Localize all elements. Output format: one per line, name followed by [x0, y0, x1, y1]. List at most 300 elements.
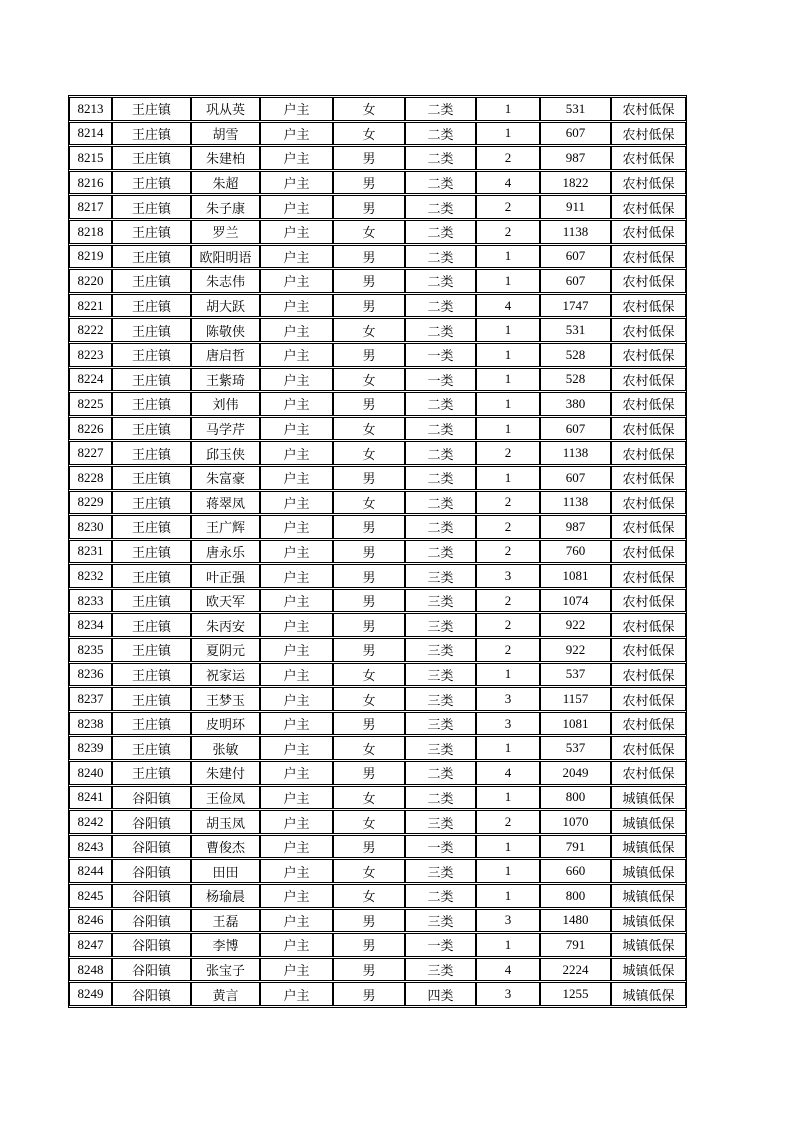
cell-name: 黄言 [191, 982, 260, 1006]
table-row [69, 122, 686, 146]
cell-gender: 女 [333, 736, 405, 760]
cell-name: 唐启哲 [191, 343, 260, 367]
cell-name: 胡玉凤 [191, 810, 260, 834]
cell-town: 谷阳镇 [112, 884, 191, 908]
cell-amount: 800 [540, 786, 611, 810]
cell-gender: 女 [333, 417, 405, 441]
cell-amount: 380 [540, 392, 611, 416]
cell-type: 农村低保 [611, 564, 686, 588]
cell-name: 皮明环 [191, 712, 260, 736]
cell-category: 三类 [405, 909, 476, 933]
cell-gender: 男 [333, 171, 405, 195]
cell-town: 王庄镇 [112, 343, 191, 367]
cell-amount: 1822 [540, 171, 611, 195]
cell-category: 二类 [405, 392, 476, 416]
cell-type: 农村低保 [611, 663, 686, 687]
cell-type: 农村低保 [611, 515, 686, 539]
cell-id: 8236 [69, 663, 112, 687]
cell-name: 朱富豪 [191, 466, 260, 490]
cell-count: 2 [476, 515, 540, 539]
cell-gender: 男 [333, 982, 405, 1006]
cell-name: 陈敬侠 [191, 318, 260, 342]
cell-town: 谷阳镇 [112, 933, 191, 957]
cell-count: 1 [476, 884, 540, 908]
cell-category: 二类 [405, 171, 476, 195]
table-row [69, 97, 686, 121]
table-row [69, 466, 686, 490]
cell-name: 欧阳明语 [191, 245, 260, 269]
cell-type: 农村低保 [611, 712, 686, 736]
cell-name: 叶正强 [191, 564, 260, 588]
cell-gender: 男 [333, 540, 405, 564]
cell-category: 三类 [405, 859, 476, 883]
cell-category: 二类 [405, 786, 476, 810]
cell-name: 马学芹 [191, 417, 260, 441]
cell-id: 8245 [69, 884, 112, 908]
table-row [69, 294, 686, 318]
cell-name: 王磊 [191, 909, 260, 933]
cell-category: 二类 [405, 146, 476, 170]
cell-town: 王庄镇 [112, 245, 191, 269]
cell-id: 8230 [69, 515, 112, 539]
table-row [69, 786, 686, 810]
cell-relation: 户主 [260, 171, 333, 195]
cell-type: 农村低保 [611, 122, 686, 146]
cell-category: 二类 [405, 122, 476, 146]
cell-amount: 528 [540, 368, 611, 392]
cell-name: 朱超 [191, 171, 260, 195]
welfare-roster-table [68, 95, 687, 1008]
cell-town: 王庄镇 [112, 441, 191, 465]
cell-name: 李博 [191, 933, 260, 957]
cell-town: 王庄镇 [112, 736, 191, 760]
cell-town: 王庄镇 [112, 171, 191, 195]
cell-gender: 男 [333, 564, 405, 588]
cell-relation: 户主 [260, 909, 333, 933]
table-row [69, 146, 686, 170]
cell-amount: 760 [540, 540, 611, 564]
cell-id: 8218 [69, 220, 112, 244]
cell-relation: 户主 [260, 687, 333, 711]
cell-count: 3 [476, 687, 540, 711]
cell-town: 王庄镇 [112, 638, 191, 662]
cell-relation: 户主 [260, 982, 333, 1006]
cell-count: 4 [476, 294, 540, 318]
cell-count: 3 [476, 909, 540, 933]
table-row [69, 613, 686, 637]
cell-type: 农村低保 [611, 638, 686, 662]
cell-name: 杨瑜晨 [191, 884, 260, 908]
cell-gender: 男 [333, 466, 405, 490]
cell-id: 8235 [69, 638, 112, 662]
cell-count: 1 [476, 269, 540, 293]
cell-id: 8241 [69, 786, 112, 810]
cell-relation: 户主 [260, 638, 333, 662]
cell-gender: 女 [333, 220, 405, 244]
table-row [69, 687, 686, 711]
cell-id: 8219 [69, 245, 112, 269]
cell-gender: 男 [333, 269, 405, 293]
cell-town: 王庄镇 [112, 540, 191, 564]
cell-count: 1 [476, 245, 540, 269]
cell-count: 2 [476, 613, 540, 637]
cell-id: 8229 [69, 491, 112, 515]
cell-amount: 607 [540, 269, 611, 293]
cell-category: 三类 [405, 736, 476, 760]
cell-id: 8214 [69, 122, 112, 146]
cell-name: 罗兰 [191, 220, 260, 244]
cell-count: 4 [476, 171, 540, 195]
cell-category: 二类 [405, 491, 476, 515]
table-row [69, 515, 686, 539]
cell-town: 谷阳镇 [112, 835, 191, 859]
cell-relation: 户主 [260, 663, 333, 687]
cell-amount: 1138 [540, 441, 611, 465]
cell-category: 二类 [405, 884, 476, 908]
table-row [69, 982, 686, 1006]
cell-relation: 户主 [260, 761, 333, 785]
cell-gender: 男 [333, 613, 405, 637]
cell-relation: 户主 [260, 466, 333, 490]
cell-category: 三类 [405, 589, 476, 613]
cell-id: 8246 [69, 909, 112, 933]
cell-town: 王庄镇 [112, 146, 191, 170]
cell-id: 8215 [69, 146, 112, 170]
cell-id: 8217 [69, 195, 112, 219]
cell-id: 8248 [69, 958, 112, 982]
cell-gender: 女 [333, 122, 405, 146]
cell-count: 4 [476, 761, 540, 785]
cell-name: 田田 [191, 859, 260, 883]
cell-category: 三类 [405, 712, 476, 736]
cell-relation: 户主 [260, 441, 333, 465]
cell-type: 城镇低保 [611, 982, 686, 1006]
cell-relation: 户主 [260, 810, 333, 834]
cell-type: 城镇低保 [611, 810, 686, 834]
cell-count: 2 [476, 195, 540, 219]
cell-category: 三类 [405, 613, 476, 637]
cell-amount: 1081 [540, 712, 611, 736]
cell-id: 8226 [69, 417, 112, 441]
cell-name: 张宝子 [191, 958, 260, 982]
cell-amount: 607 [540, 417, 611, 441]
cell-town: 谷阳镇 [112, 859, 191, 883]
cell-name: 张敏 [191, 736, 260, 760]
table-row [69, 368, 686, 392]
cell-category: 三类 [405, 638, 476, 662]
cell-category: 三类 [405, 663, 476, 687]
cell-id: 8233 [69, 589, 112, 613]
cell-gender: 女 [333, 491, 405, 515]
cell-town: 王庄镇 [112, 761, 191, 785]
cell-id: 8224 [69, 368, 112, 392]
cell-category: 二类 [405, 318, 476, 342]
cell-relation: 户主 [260, 245, 333, 269]
cell-type: 农村低保 [611, 392, 686, 416]
cell-gender: 男 [333, 589, 405, 613]
cell-relation: 户主 [260, 122, 333, 146]
cell-name: 王俭凤 [191, 786, 260, 810]
cell-amount: 1255 [540, 982, 611, 1006]
cell-type: 农村低保 [611, 736, 686, 760]
cell-count: 1 [476, 417, 540, 441]
cell-amount: 607 [540, 245, 611, 269]
cell-amount: 537 [540, 663, 611, 687]
cell-id: 8247 [69, 933, 112, 957]
table-row [69, 589, 686, 613]
cell-name: 欧天军 [191, 589, 260, 613]
cell-gender: 女 [333, 786, 405, 810]
cell-count: 1 [476, 736, 540, 760]
cell-relation: 户主 [260, 269, 333, 293]
cell-gender: 男 [333, 909, 405, 933]
cell-category: 三类 [405, 958, 476, 982]
cell-id: 8227 [69, 441, 112, 465]
cell-type: 农村低保 [611, 613, 686, 637]
cell-count: 1 [476, 97, 540, 121]
cell-gender: 男 [333, 761, 405, 785]
table-row [69, 245, 686, 269]
cell-category: 二类 [405, 195, 476, 219]
cell-type: 城镇低保 [611, 933, 686, 957]
cell-name: 曹俊杰 [191, 835, 260, 859]
cell-type: 城镇低保 [611, 909, 686, 933]
cell-type: 农村低保 [611, 220, 686, 244]
table-row [69, 195, 686, 219]
table-row [69, 491, 686, 515]
cell-town: 王庄镇 [112, 195, 191, 219]
cell-name: 胡大跃 [191, 294, 260, 318]
cell-town: 谷阳镇 [112, 958, 191, 982]
table-row [69, 392, 686, 416]
cell-town: 王庄镇 [112, 515, 191, 539]
cell-category: 一类 [405, 343, 476, 367]
cell-id: 8231 [69, 540, 112, 564]
cell-relation: 户主 [260, 712, 333, 736]
cell-name: 朱子康 [191, 195, 260, 219]
cell-relation: 户主 [260, 220, 333, 244]
cell-category: 三类 [405, 687, 476, 711]
cell-category: 四类 [405, 982, 476, 1006]
cell-id: 8228 [69, 466, 112, 490]
cell-id: 8242 [69, 810, 112, 834]
cell-id: 8240 [69, 761, 112, 785]
table-row [69, 564, 686, 588]
cell-type: 农村低保 [611, 687, 686, 711]
cell-amount: 2224 [540, 958, 611, 982]
cell-gender: 女 [333, 97, 405, 121]
cell-town: 谷阳镇 [112, 786, 191, 810]
cell-relation: 户主 [260, 736, 333, 760]
cell-category: 二类 [405, 220, 476, 244]
cell-town: 王庄镇 [112, 491, 191, 515]
cell-relation: 户主 [260, 318, 333, 342]
cell-type: 农村低保 [611, 146, 686, 170]
cell-name: 夏阴元 [191, 638, 260, 662]
cell-type: 农村低保 [611, 417, 686, 441]
cell-relation: 户主 [260, 540, 333, 564]
cell-name: 邱玉侠 [191, 441, 260, 465]
cell-type: 农村低保 [611, 171, 686, 195]
cell-name: 王梦玉 [191, 687, 260, 711]
cell-gender: 女 [333, 368, 405, 392]
table-row [69, 933, 686, 957]
cell-town: 王庄镇 [112, 368, 191, 392]
cell-amount: 1081 [540, 564, 611, 588]
cell-id: 8232 [69, 564, 112, 588]
cell-type: 农村低保 [611, 540, 686, 564]
cell-town: 王庄镇 [112, 122, 191, 146]
cell-type: 农村低保 [611, 195, 686, 219]
cell-town: 王庄镇 [112, 220, 191, 244]
cell-gender: 男 [333, 835, 405, 859]
cell-town: 王庄镇 [112, 294, 191, 318]
table-row [69, 220, 686, 244]
cell-category: 二类 [405, 761, 476, 785]
cell-count: 2 [476, 638, 540, 662]
cell-amount: 537 [540, 736, 611, 760]
cell-id: 8223 [69, 343, 112, 367]
cell-category: 二类 [405, 269, 476, 293]
table-row [69, 663, 686, 687]
cell-amount: 987 [540, 515, 611, 539]
cell-category: 二类 [405, 97, 476, 121]
cell-name: 王广辉 [191, 515, 260, 539]
cell-id: 8237 [69, 687, 112, 711]
cell-relation: 户主 [260, 884, 333, 908]
cell-name: 唐永乐 [191, 540, 260, 564]
cell-count: 1 [476, 368, 540, 392]
cell-name: 胡雪 [191, 122, 260, 146]
cell-gender: 男 [333, 245, 405, 269]
cell-town: 王庄镇 [112, 613, 191, 637]
cell-category: 三类 [405, 564, 476, 588]
cell-id: 8222 [69, 318, 112, 342]
cell-count: 2 [476, 146, 540, 170]
cell-id: 8244 [69, 859, 112, 883]
table-row [69, 835, 686, 859]
cell-relation: 户主 [260, 589, 333, 613]
roster-body [69, 97, 686, 1006]
cell-relation: 户主 [260, 294, 333, 318]
cell-amount: 531 [540, 318, 611, 342]
cell-type: 农村低保 [611, 97, 686, 121]
cell-type: 农村低保 [611, 368, 686, 392]
cell-name: 朱建付 [191, 761, 260, 785]
table-row [69, 761, 686, 785]
cell-gender: 女 [333, 441, 405, 465]
cell-count: 4 [476, 958, 540, 982]
cell-category: 二类 [405, 515, 476, 539]
cell-category: 一类 [405, 835, 476, 859]
cell-type: 农村低保 [611, 466, 686, 490]
cell-name: 祝家运 [191, 663, 260, 687]
cell-count: 2 [476, 441, 540, 465]
cell-type: 农村低保 [611, 589, 686, 613]
cell-town: 王庄镇 [112, 589, 191, 613]
cell-type: 农村低保 [611, 294, 686, 318]
cell-category: 二类 [405, 540, 476, 564]
cell-amount: 987 [540, 146, 611, 170]
cell-name: 朱志伟 [191, 269, 260, 293]
cell-town: 王庄镇 [112, 663, 191, 687]
table-row [69, 909, 686, 933]
cell-name: 巩从英 [191, 97, 260, 121]
cell-count: 1 [476, 392, 540, 416]
table-row [69, 343, 686, 367]
cell-count: 3 [476, 712, 540, 736]
cell-type: 城镇低保 [611, 786, 686, 810]
cell-count: 1 [476, 859, 540, 883]
cell-town: 王庄镇 [112, 687, 191, 711]
cell-gender: 男 [333, 933, 405, 957]
table-row [69, 958, 686, 982]
cell-amount: 607 [540, 466, 611, 490]
cell-relation: 户主 [260, 392, 333, 416]
cell-count: 1 [476, 933, 540, 957]
cell-category: 三类 [405, 810, 476, 834]
cell-count: 2 [476, 220, 540, 244]
cell-relation: 户主 [260, 343, 333, 367]
cell-amount: 1480 [540, 909, 611, 933]
cell-town: 王庄镇 [112, 392, 191, 416]
cell-name: 蒋翠凤 [191, 491, 260, 515]
cell-town: 王庄镇 [112, 417, 191, 441]
cell-type: 农村低保 [611, 245, 686, 269]
cell-name: 刘伟 [191, 392, 260, 416]
cell-gender: 男 [333, 515, 405, 539]
cell-amount: 1074 [540, 589, 611, 613]
cell-type: 城镇低保 [611, 958, 686, 982]
cell-type: 农村低保 [611, 318, 686, 342]
cell-town: 王庄镇 [112, 564, 191, 588]
cell-gender: 女 [333, 687, 405, 711]
cell-gender: 女 [333, 859, 405, 883]
cell-amount: 528 [540, 343, 611, 367]
cell-town: 王庄镇 [112, 269, 191, 293]
cell-id: 8216 [69, 171, 112, 195]
cell-relation: 户主 [260, 859, 333, 883]
table-row [69, 441, 686, 465]
cell-category: 二类 [405, 466, 476, 490]
cell-relation: 户主 [260, 368, 333, 392]
cell-id: 8238 [69, 712, 112, 736]
cell-relation: 户主 [260, 613, 333, 637]
cell-relation: 户主 [260, 835, 333, 859]
cell-id: 8243 [69, 835, 112, 859]
cell-relation: 户主 [260, 564, 333, 588]
cell-id: 8220 [69, 269, 112, 293]
table-row [69, 859, 686, 883]
cell-gender: 女 [333, 318, 405, 342]
table-row [69, 884, 686, 908]
cell-gender: 男 [333, 195, 405, 219]
cell-gender: 男 [333, 343, 405, 367]
cell-town: 王庄镇 [112, 318, 191, 342]
table-row [69, 712, 686, 736]
cell-count: 1 [476, 466, 540, 490]
cell-gender: 男 [333, 958, 405, 982]
cell-amount: 1747 [540, 294, 611, 318]
cell-gender: 男 [333, 712, 405, 736]
cell-type: 农村低保 [611, 491, 686, 515]
cell-count: 1 [476, 318, 540, 342]
cell-amount: 1157 [540, 687, 611, 711]
cell-category: 一类 [405, 933, 476, 957]
cell-town: 王庄镇 [112, 466, 191, 490]
cell-gender: 男 [333, 392, 405, 416]
cell-id: 8213 [69, 97, 112, 121]
